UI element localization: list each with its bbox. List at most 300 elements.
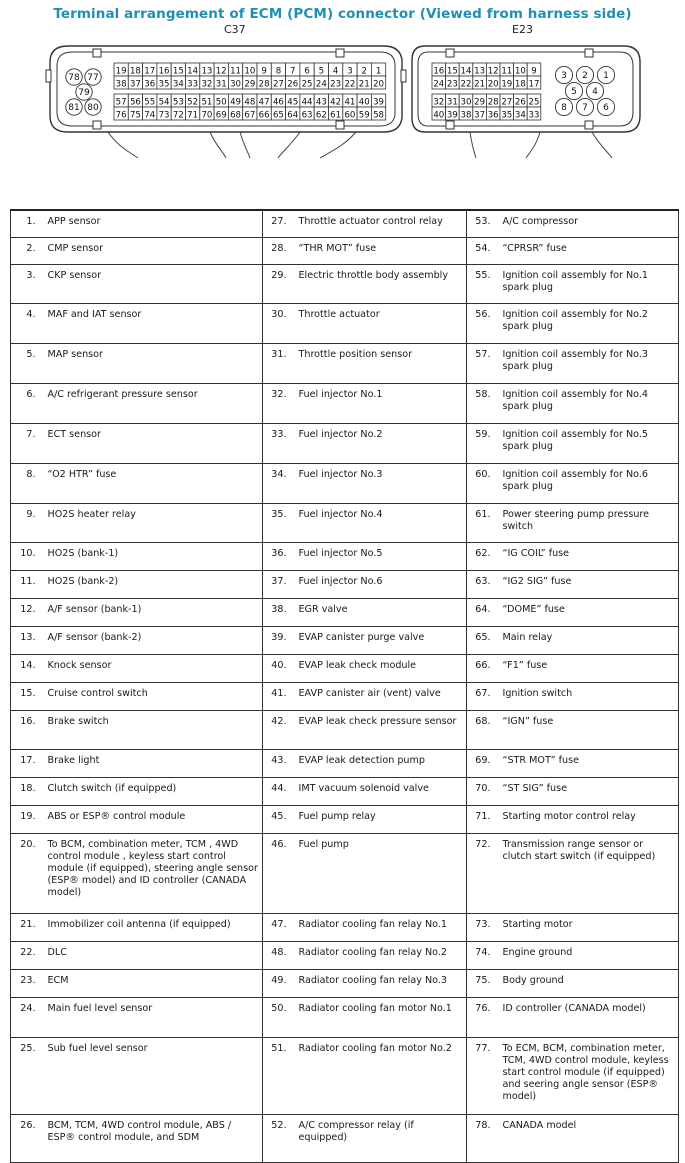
pin-description: Brake switch bbox=[48, 710, 263, 749]
pin-cavity bbox=[432, 94, 446, 108]
pin-description: DLC bbox=[48, 941, 263, 969]
pin-cavity bbox=[286, 76, 300, 90]
pin-cavity bbox=[314, 76, 328, 90]
pin-cavity bbox=[459, 107, 473, 121]
pin-cavity bbox=[143, 76, 157, 90]
table-row bbox=[11, 598, 679, 626]
pin-cavity bbox=[357, 107, 371, 121]
pin-label: 4 bbox=[332, 66, 339, 77]
pin-description: Ignition coil assembly for No.6 spark plug bbox=[503, 463, 679, 503]
pin-label: 23 bbox=[446, 79, 458, 90]
pin-number: 52. bbox=[263, 1114, 299, 1162]
pin-description: Fuel injector No.5 bbox=[299, 542, 467, 570]
pin-label: 5 bbox=[571, 87, 577, 98]
pin-cavity bbox=[527, 94, 541, 108]
pin-number: 4. bbox=[11, 303, 48, 343]
pin-number: 30. bbox=[263, 303, 299, 343]
pin-number: 24. bbox=[11, 997, 48, 1037]
pin-cavity bbox=[271, 63, 285, 77]
pin-cavity bbox=[473, 63, 487, 77]
pin-number: 70. bbox=[467, 777, 503, 805]
pin-number: 8. bbox=[11, 463, 48, 503]
connector-c37-label: C37 bbox=[224, 23, 246, 36]
pin-label: 63 bbox=[301, 110, 313, 121]
pin-number: 60. bbox=[467, 463, 503, 503]
pin-cavity bbox=[214, 76, 228, 90]
pin-description: Power steering pump pressure switch bbox=[503, 503, 679, 542]
table-row bbox=[11, 1037, 679, 1114]
pin-number: 48. bbox=[263, 941, 299, 969]
pin-description: Clutch switch (if equipped) bbox=[48, 777, 263, 805]
pin-cavity bbox=[371, 94, 385, 108]
pin-label: 34 bbox=[172, 79, 184, 90]
pin-label: 74 bbox=[144, 110, 156, 121]
table-row bbox=[11, 805, 679, 833]
pin-number: 1. bbox=[11, 210, 48, 237]
pin-cavity bbox=[200, 94, 214, 108]
pin-cavity bbox=[314, 94, 328, 108]
pin-description: Main relay bbox=[503, 626, 679, 654]
pin-label: 64 bbox=[287, 110, 299, 121]
pin-cavity bbox=[459, 63, 473, 77]
pin-description: “CPRSR” fuse bbox=[503, 237, 679, 264]
pin-cavity bbox=[243, 63, 257, 77]
pin-description: “O2 HTR” fuse bbox=[48, 463, 263, 503]
pin-label: 38 bbox=[115, 79, 127, 90]
table-row bbox=[11, 710, 679, 749]
pin-label: 40 bbox=[358, 97, 370, 108]
pin-cavity bbox=[228, 63, 242, 77]
pin-cavity bbox=[228, 76, 242, 90]
pin-label: 10 bbox=[514, 66, 526, 77]
pin-number: 45. bbox=[263, 805, 299, 833]
pin-number: 23. bbox=[11, 969, 48, 997]
pin-number: 74. bbox=[467, 941, 503, 969]
pin-number: 2. bbox=[11, 237, 48, 264]
pin-cavity bbox=[143, 107, 157, 121]
table-row bbox=[11, 343, 679, 383]
pin-description: Radiator cooling fan relay No.2 bbox=[299, 941, 467, 969]
round-pin bbox=[565, 82, 582, 99]
pin-label: 51 bbox=[201, 97, 213, 108]
pin-cavity bbox=[486, 76, 500, 90]
pin-number: 37. bbox=[263, 570, 299, 598]
pin-label: 2 bbox=[361, 66, 367, 77]
pin-cavity bbox=[329, 63, 343, 77]
pin-label: 8 bbox=[275, 66, 282, 77]
pin-cavity bbox=[114, 107, 128, 121]
pin-cavity bbox=[200, 107, 214, 121]
pin-label: 5 bbox=[318, 66, 325, 77]
pin-label: 38 bbox=[460, 110, 472, 121]
pin-description: HO2S (bank-1) bbox=[48, 542, 263, 570]
pin-label: 26 bbox=[287, 79, 299, 90]
round-pin bbox=[555, 66, 572, 83]
pin-label: 14 bbox=[187, 66, 199, 77]
pin-cavity bbox=[300, 94, 314, 108]
pin-number: 50. bbox=[263, 997, 299, 1037]
pin-label: 32 bbox=[433, 97, 445, 108]
pin-description: A/C compressor bbox=[503, 210, 679, 237]
pin-label: 28 bbox=[258, 79, 270, 90]
pin-cavity bbox=[243, 94, 257, 108]
pin-label: 16 bbox=[433, 66, 445, 77]
pin-number: 67. bbox=[467, 682, 503, 710]
pin-label: 80 bbox=[87, 103, 99, 114]
pin-cavity bbox=[243, 107, 257, 121]
pin-description: EAVP canister air (vent) valve bbox=[299, 682, 467, 710]
pin-label: 16 bbox=[158, 66, 170, 77]
round-pin bbox=[576, 98, 593, 115]
pin-label: 20 bbox=[487, 79, 499, 90]
pin-cavity bbox=[286, 107, 300, 121]
pin-description: Ignition coil assembly for No.4 spark plug bbox=[503, 383, 679, 423]
pin-description: Electric throttle body assembly bbox=[299, 264, 467, 303]
table-row bbox=[11, 941, 679, 969]
pin-description: EVAP canister purge valve bbox=[299, 626, 467, 654]
pin-number: 12. bbox=[11, 598, 48, 626]
pin-label: 81 bbox=[68, 103, 80, 114]
pin-description: Fuel injector No.1 bbox=[299, 383, 467, 423]
pin-description: Fuel pump bbox=[299, 833, 467, 913]
pin-description: Throttle actuator control relay bbox=[299, 210, 467, 237]
pin-assignment-table bbox=[10, 209, 679, 1163]
pin-number: 41. bbox=[263, 682, 299, 710]
pin-number: 64. bbox=[467, 598, 503, 626]
pin-cavity bbox=[314, 63, 328, 77]
pin-label: 41 bbox=[344, 97, 356, 108]
pin-label: 18 bbox=[514, 79, 526, 90]
pin-label: 11 bbox=[230, 66, 242, 77]
table-row bbox=[11, 264, 679, 303]
pin-label: 47 bbox=[258, 97, 270, 108]
round-pin bbox=[85, 69, 101, 85]
pin-label: 58 bbox=[373, 110, 385, 121]
pin-label: 65 bbox=[272, 110, 284, 121]
pin-number: 58. bbox=[467, 383, 503, 423]
pin-label: 18 bbox=[129, 66, 141, 77]
pin-cavity bbox=[514, 63, 528, 77]
pin-label: 9 bbox=[531, 66, 537, 77]
pin-label: 24 bbox=[315, 79, 327, 90]
pin-number: 26. bbox=[11, 1114, 48, 1162]
pin-label: 32 bbox=[201, 79, 213, 90]
pin-cavity bbox=[486, 107, 500, 121]
pin-cavity bbox=[300, 63, 314, 77]
pin-description: Starting motor control relay bbox=[503, 805, 679, 833]
pin-cavity bbox=[143, 94, 157, 108]
pin-description: Ignition coil assembly for No.2 spark plug bbox=[503, 303, 679, 343]
pin-cavity bbox=[432, 63, 446, 77]
pin-number: 44. bbox=[263, 777, 299, 805]
table-row bbox=[11, 503, 679, 542]
pin-number: 78. bbox=[467, 1114, 503, 1162]
pin-description: MAP sensor bbox=[48, 343, 263, 383]
pin-cavity bbox=[200, 63, 214, 77]
pin-description: A/C compressor relay (if equipped) bbox=[299, 1114, 467, 1162]
pin-description: Knock sensor bbox=[48, 654, 263, 682]
pin-description: Sub fuel level sensor bbox=[48, 1037, 263, 1114]
pin-cavity bbox=[157, 107, 171, 121]
pin-number: 20. bbox=[11, 833, 48, 913]
pin-cavity bbox=[500, 76, 514, 90]
pin-cavity bbox=[473, 76, 487, 90]
round-pin bbox=[76, 84, 92, 100]
pin-description: Starting motor bbox=[503, 913, 679, 941]
pin-number: 7. bbox=[11, 423, 48, 463]
pin-number: 46. bbox=[263, 833, 299, 913]
table-row bbox=[11, 654, 679, 682]
pin-label: 6 bbox=[304, 66, 310, 77]
pin-cavity bbox=[300, 76, 314, 90]
connector-diagram bbox=[0, 0, 685, 170]
pin-description: Radiator cooling fan relay No.3 bbox=[299, 969, 467, 997]
pin-description: Fuel injector No.6 bbox=[299, 570, 467, 598]
pin-label: 29 bbox=[474, 97, 486, 108]
pin-number: 73. bbox=[467, 913, 503, 941]
pin-label: 52 bbox=[187, 97, 199, 108]
table-row bbox=[11, 749, 679, 777]
pin-label: 78 bbox=[68, 73, 80, 84]
pin-number: 14. bbox=[11, 654, 48, 682]
pin-label: 15 bbox=[172, 66, 184, 77]
pin-label: 20 bbox=[373, 79, 385, 90]
pin-number: 32. bbox=[263, 383, 299, 423]
pin-description: “F1” fuse bbox=[503, 654, 679, 682]
pin-label: 77 bbox=[87, 73, 99, 84]
pin-cavity bbox=[186, 63, 200, 77]
pin-label: 37 bbox=[129, 79, 141, 90]
pin-cavity bbox=[257, 63, 271, 77]
pin-cavity bbox=[114, 63, 128, 77]
pin-description: “THR MOT” fuse bbox=[299, 237, 467, 264]
table-row bbox=[11, 682, 679, 710]
pin-label: 53 bbox=[172, 97, 184, 108]
pin-number: 36. bbox=[263, 542, 299, 570]
pin-description: ECM bbox=[48, 969, 263, 997]
table-row bbox=[11, 833, 679, 913]
pin-label: 1 bbox=[603, 71, 609, 82]
pin-cavity bbox=[286, 63, 300, 77]
pin-number: 49. bbox=[263, 969, 299, 997]
pin-description: Body ground bbox=[503, 969, 679, 997]
pin-label: 14 bbox=[460, 66, 472, 77]
pin-label: 60 bbox=[344, 110, 356, 121]
pin-number: 51. bbox=[263, 1037, 299, 1114]
pin-label: 9 bbox=[261, 66, 267, 77]
pin-label: 67 bbox=[244, 110, 256, 121]
pin-label: 30 bbox=[460, 97, 472, 108]
pin-label: 30 bbox=[230, 79, 242, 90]
pin-label: 1 bbox=[375, 66, 382, 77]
pin-description: BCM, TCM, 4WD control module, ABS / ESP® control module, and SDM bbox=[48, 1114, 263, 1162]
pin-number: 62. bbox=[467, 542, 503, 570]
pin-number: 61. bbox=[467, 503, 503, 542]
pin-label: 22 bbox=[460, 79, 472, 90]
pin-cavity bbox=[486, 63, 500, 77]
pin-cavity bbox=[371, 107, 385, 121]
pin-number: 63. bbox=[467, 570, 503, 598]
pin-cavity bbox=[500, 107, 514, 121]
pin-description: To BCM, combination meter, TCM , 4WD control module , keyless start control module (if equipped), steering angle sensor (ESP® model) and ID controller (CANADA model) bbox=[48, 833, 263, 913]
pin-description: CANADA model bbox=[503, 1114, 679, 1162]
pin-cavity bbox=[446, 76, 460, 90]
pin-description: EVAP leak check module bbox=[299, 654, 467, 682]
pin-label: 44 bbox=[301, 97, 313, 108]
pin-description: CMP sensor bbox=[48, 237, 263, 264]
table-row bbox=[11, 1114, 679, 1162]
round-pin bbox=[66, 99, 82, 115]
pin-cavity bbox=[257, 94, 271, 108]
pin-label: 7 bbox=[582, 103, 588, 114]
pin-cavity bbox=[171, 63, 185, 77]
pin-label: 73 bbox=[158, 110, 170, 121]
pin-cavity bbox=[343, 94, 357, 108]
pin-number: 65. bbox=[467, 626, 503, 654]
round-pin bbox=[66, 69, 82, 85]
pin-number: 17. bbox=[11, 749, 48, 777]
pin-description: A/C refrigerant pressure sensor bbox=[48, 383, 263, 423]
pin-label: 39 bbox=[373, 97, 385, 108]
pin-label: 12 bbox=[487, 66, 499, 77]
pin-description: Fuel injector No.2 bbox=[299, 423, 467, 463]
pin-label: 37 bbox=[474, 110, 486, 121]
pin-number: 13. bbox=[11, 626, 48, 654]
pin-label: 70 bbox=[201, 110, 213, 121]
pin-label: 36 bbox=[144, 79, 156, 90]
pin-cavity bbox=[459, 76, 473, 90]
pin-cavity bbox=[329, 76, 343, 90]
pin-description: Fuel injector No.3 bbox=[299, 463, 467, 503]
pin-label: 8 bbox=[561, 103, 567, 114]
pin-number: 28. bbox=[263, 237, 299, 264]
pin-label: 66 bbox=[258, 110, 270, 121]
pin-cavity bbox=[228, 107, 242, 121]
pin-description: “IGN” fuse bbox=[503, 710, 679, 749]
pin-description: Radiator cooling fan motor No.1 bbox=[299, 997, 467, 1037]
pin-description: To ECM, BCM, combination meter, TCM, 4WD control module, keyless start control module (if equipped) and seering angle sensor (ESP® model) bbox=[503, 1037, 679, 1114]
table-row bbox=[11, 913, 679, 941]
pin-cavity bbox=[300, 107, 314, 121]
pin-description: EVAP leak check pressure sensor bbox=[299, 710, 467, 749]
pin-description: ID controller (CANADA model) bbox=[503, 997, 679, 1037]
round-pin bbox=[555, 98, 572, 115]
pin-label: 25 bbox=[301, 79, 313, 90]
pin-cavity bbox=[500, 63, 514, 77]
pin-cavity bbox=[271, 76, 285, 90]
pin-label: 33 bbox=[528, 110, 540, 121]
pin-cavity bbox=[514, 107, 528, 121]
round-pin bbox=[597, 98, 614, 115]
pin-description: Transmission range sensor or clutch start switch (if equipped) bbox=[503, 833, 679, 913]
pin-description: “IG COIL” fuse bbox=[503, 542, 679, 570]
pin-label: 43 bbox=[315, 97, 327, 108]
pin-number: 31. bbox=[263, 343, 299, 383]
pin-label: 55 bbox=[144, 97, 156, 108]
pin-cavity bbox=[214, 94, 228, 108]
pin-cavity bbox=[257, 107, 271, 121]
pin-cavity bbox=[527, 107, 541, 121]
pin-description: APP sensor bbox=[48, 210, 263, 237]
pin-cavity bbox=[186, 94, 200, 108]
pin-description: Immobilizer coil antenna (if equipped) bbox=[48, 913, 263, 941]
pin-cavity bbox=[257, 76, 271, 90]
pin-cavity bbox=[446, 63, 460, 77]
table-row bbox=[11, 383, 679, 423]
pin-label: 26 bbox=[514, 97, 526, 108]
pin-cavity bbox=[514, 76, 528, 90]
pin-description: Ignition coil assembly for No.5 spark plug bbox=[503, 423, 679, 463]
pin-cavity bbox=[128, 76, 142, 90]
pin-number: 34. bbox=[263, 463, 299, 503]
pin-description: “STR MOT” fuse bbox=[503, 749, 679, 777]
pin-cavity bbox=[527, 76, 541, 90]
pin-description: A/F sensor (bank-1) bbox=[48, 598, 263, 626]
pin-cavity bbox=[214, 107, 228, 121]
pin-label: 17 bbox=[144, 66, 156, 77]
pin-cavity bbox=[432, 76, 446, 90]
round-pin bbox=[85, 99, 101, 115]
pin-cavity bbox=[357, 63, 371, 77]
pin-number: 21. bbox=[11, 913, 48, 941]
pin-label: 50 bbox=[215, 97, 227, 108]
pin-label: 42 bbox=[330, 97, 342, 108]
pin-label: 25 bbox=[528, 97, 540, 108]
pin-label: 23 bbox=[330, 79, 342, 90]
pin-cavity bbox=[329, 94, 343, 108]
pin-number: 42. bbox=[263, 710, 299, 749]
pin-number: 76. bbox=[467, 997, 503, 1037]
pin-description: Cruise control switch bbox=[48, 682, 263, 710]
pin-label: 27 bbox=[501, 97, 513, 108]
pin-cavity bbox=[371, 76, 385, 90]
pin-number: 57. bbox=[467, 343, 503, 383]
pin-description: A/F sensor (bank-2) bbox=[48, 626, 263, 654]
pin-label: 17 bbox=[528, 79, 540, 90]
pin-description: ABS or ESP® control module bbox=[48, 805, 263, 833]
pin-label: 21 bbox=[474, 79, 486, 90]
pin-cavity bbox=[171, 94, 185, 108]
pin-cavity bbox=[314, 107, 328, 121]
table-row bbox=[11, 969, 679, 997]
pin-number: 54. bbox=[467, 237, 503, 264]
pin-label: 36 bbox=[487, 110, 499, 121]
pin-label: 13 bbox=[474, 66, 486, 77]
pin-description: HO2S heater relay bbox=[48, 503, 263, 542]
pin-number: 55. bbox=[467, 264, 503, 303]
round-pin bbox=[576, 66, 593, 83]
pin-number: 39. bbox=[263, 626, 299, 654]
pin-description: CKP sensor bbox=[48, 264, 263, 303]
pin-label: 31 bbox=[215, 79, 227, 90]
pin-cavity bbox=[343, 107, 357, 121]
pin-label: 45 bbox=[287, 97, 299, 108]
pin-cavity bbox=[357, 94, 371, 108]
pin-cavity bbox=[128, 107, 142, 121]
pin-label: 34 bbox=[514, 110, 526, 121]
pin-label: 40 bbox=[433, 110, 445, 121]
pin-number: 33. bbox=[263, 423, 299, 463]
table-row bbox=[11, 210, 679, 237]
pin-description: “ST SIG” fuse bbox=[503, 777, 679, 805]
pin-description: Radiator cooling fan motor No.2 bbox=[299, 1037, 467, 1114]
pin-cavity bbox=[500, 94, 514, 108]
pin-cavity bbox=[446, 107, 460, 121]
pin-description: Engine ground bbox=[503, 941, 679, 969]
pin-label: 75 bbox=[129, 110, 141, 121]
pin-label: 76 bbox=[115, 110, 127, 121]
pin-cavity bbox=[128, 94, 142, 108]
